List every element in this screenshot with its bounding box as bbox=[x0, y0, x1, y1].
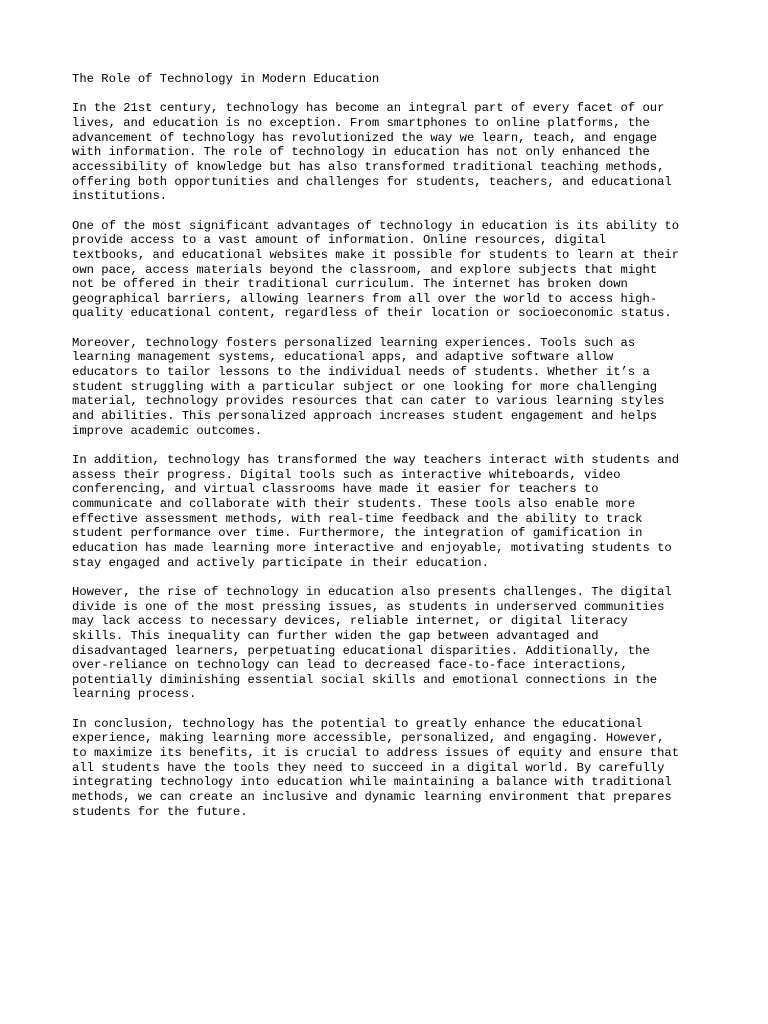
paragraph-line: geographical barriers, allowing learners from all over the world to access high- bbox=[72, 291, 658, 306]
paragraph-line: education has made learning more interactive and enjoyable, motivating students to bbox=[72, 540, 672, 555]
paragraph-5 bbox=[72, 585, 700, 702]
paragraph-line: with information. The role of technology in education has not only enhanced the bbox=[72, 145, 650, 160]
paragraph-line: quality educational content, regardless of their location or socioeconomic status. bbox=[72, 306, 672, 321]
paragraph-line: integrating technology into education while maintaining a balance with traditional bbox=[72, 775, 672, 790]
paragraph-line: In the 21st century, technology has become an integral part of every facet of our bbox=[72, 101, 665, 116]
paragraph-line: divide is one of the most pressing issues, as students in underserved communities bbox=[72, 599, 665, 614]
document-title: The Role of Technology in Modern Education bbox=[72, 72, 380, 86]
paragraph-line: conferencing, and virtual classrooms have made it easier for teachers to bbox=[72, 482, 599, 497]
paragraph-1 bbox=[72, 101, 700, 204]
paragraph-line: experience, making learning more accessible, personalized, and engaging. However, bbox=[72, 731, 665, 746]
paragraph-line: However, the rise of technology in education also presents challenges. The digital bbox=[72, 584, 672, 599]
paragraph-line: learning process. bbox=[72, 687, 197, 702]
paragraph-line: methods, we can create an inclusive and dynamic learning environment that prepares bbox=[72, 790, 672, 805]
document-page bbox=[72, 72, 700, 834]
paragraph-line: accessibility of knowledge but has also transformed traditional teaching methods, bbox=[72, 159, 665, 174]
paragraph-line: own pace, access materials beyond the classroom, and explore subjects that might bbox=[72, 262, 658, 277]
paragraph-line: In addition, technology has transformed the way teachers interact with students and bbox=[72, 453, 680, 467]
paragraph-line: lives, and education is no exception. From smartphones to online platforms, the bbox=[72, 115, 650, 130]
paragraph-6 bbox=[72, 717, 700, 820]
paragraph-line: educators to tailor lessons to the individual needs of students. Whether it’s a bbox=[72, 365, 650, 380]
paragraph-line: assess their progress. Digital tools such as interactive whiteboards, video bbox=[72, 467, 621, 482]
paragraph-line: and abilities. This personalized approach increases student engagement and helps bbox=[72, 409, 658, 424]
paragraph-line: textbooks, and educational websites make it possible for students to learn at their bbox=[72, 247, 680, 262]
paragraph-line: stay engaged and actively participate in their education. bbox=[72, 555, 489, 570]
paragraph-line: communicate and collaborate with their students. These tools also enable more bbox=[72, 496, 636, 511]
paragraph-line: provide access to a vast amount of information. Online resources, digital bbox=[72, 233, 606, 248]
paragraph-line: student performance over time. Furthermore, the integration of gamification in bbox=[72, 526, 643, 541]
paragraph-3 bbox=[72, 336, 700, 439]
paragraph-line: institutions. bbox=[72, 189, 168, 204]
paragraph-line: Moreover, technology fosters personalized learning experiences. Tools such as bbox=[72, 335, 636, 350]
paragraph-line: In conclusion, technology has the potential to greatly enhance the educational bbox=[72, 716, 643, 731]
paragraph-line: advancement of technology has revolutionized the way we learn, teach, and engage bbox=[72, 130, 658, 145]
paragraph-line: material, technology provides resources that can cater to various learning styles bbox=[72, 394, 665, 409]
paragraph-line: student struggling with a particular subject or one looking for more challenging bbox=[72, 379, 658, 394]
paragraph-line: may lack access to necessary devices, reliable internet, or digital literacy bbox=[72, 614, 628, 629]
paragraph-line: disadvantaged learners, perpetuating educational disparities. Additionally, the bbox=[72, 643, 650, 658]
paragraph-4 bbox=[72, 453, 700, 570]
paragraph-line: One of the most significant advantages of technology in education is its ability to bbox=[72, 218, 680, 233]
paragraph-line: improve academic outcomes. bbox=[72, 423, 263, 438]
paragraph-line: potentially diminishing essential social skills and emotional connections in the bbox=[72, 672, 658, 687]
paragraph-line: students for the future. bbox=[72, 804, 248, 819]
paragraph-line: learning management systems, educational apps, and adaptive software allow bbox=[72, 350, 614, 365]
paragraph-line: skills. This inequality can further widen the gap between advantaged and bbox=[72, 628, 599, 643]
paragraph-2 bbox=[72, 219, 700, 322]
paragraph-line: to maximize its benefits, it is crucial to address issues of equity and ensure that bbox=[72, 746, 680, 761]
paragraph-line: not be offered in their traditional curriculum. The internet has broken down bbox=[72, 277, 628, 292]
paragraph-line: offering both opportunities and challenges for students, teachers, and educational bbox=[72, 174, 672, 189]
paragraph-line: effective assessment methods, with real-time feedback and the ability to track bbox=[72, 511, 643, 526]
paragraph-line: over-reliance on technology can lead to decreased face-to-face interactions, bbox=[72, 658, 628, 673]
paragraph-line: all students have the tools they need to succeed in a digital world. By carefully bbox=[72, 760, 665, 775]
